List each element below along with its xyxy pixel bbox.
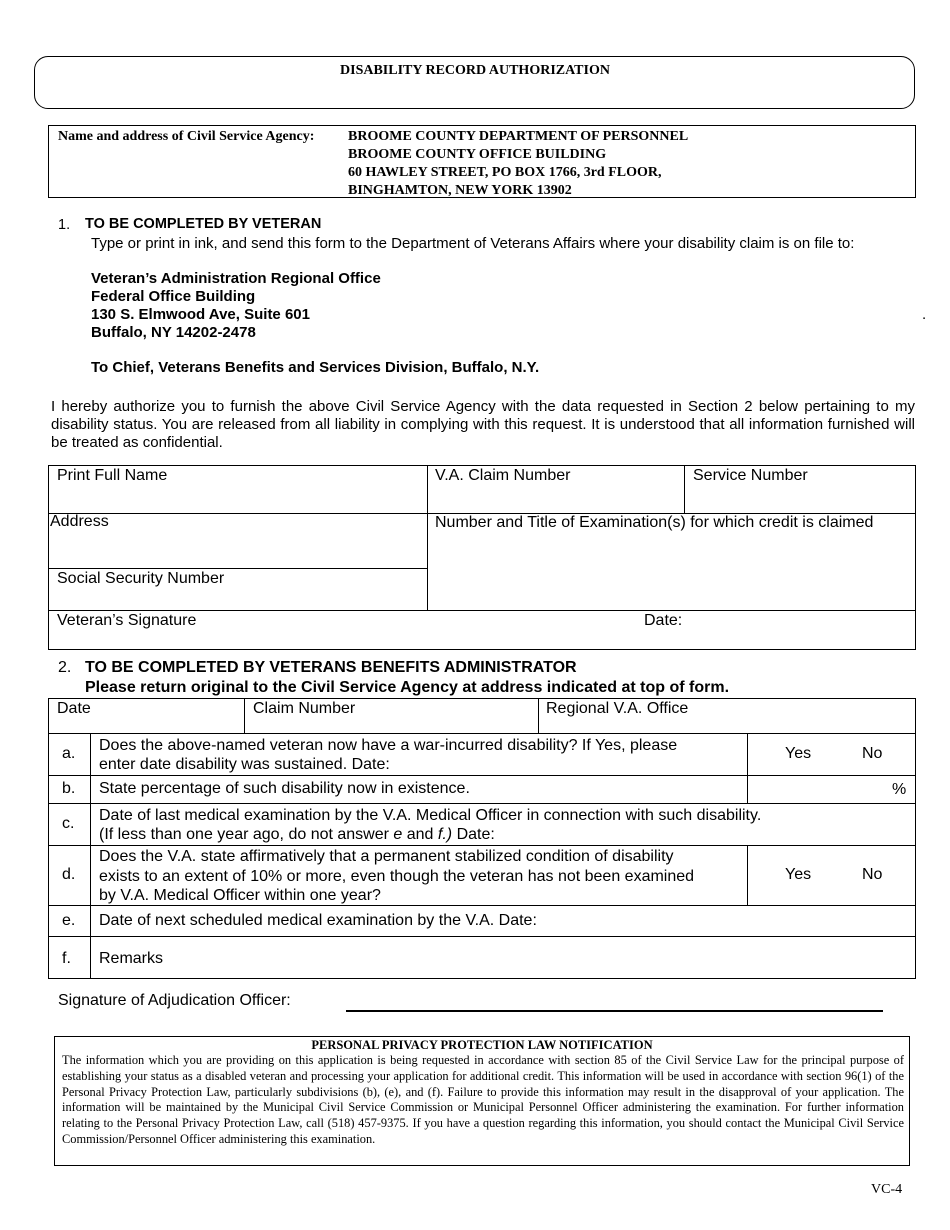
field-claim-number[interactable]: Claim Number xyxy=(253,700,356,717)
to-chief: To Chief, Veterans Benefits and Services Division, Buffalo, N.Y. xyxy=(91,359,540,376)
field-print-full-name[interactable]: Print Full Name xyxy=(57,467,168,484)
row-f-remarks[interactable]: Remarks xyxy=(99,950,164,967)
field-regional-office[interactable]: Regional V.A. Office xyxy=(546,700,689,717)
va-address-line: Veteran’s Administration Regional Office xyxy=(91,270,381,287)
row-a-no[interactable]: No xyxy=(862,745,883,762)
row-e-letter: e. xyxy=(62,912,76,929)
field-ssn[interactable]: Social Security Number xyxy=(57,570,225,587)
va-address xyxy=(91,270,381,342)
field-admin-date[interactable]: Date xyxy=(57,700,91,717)
row-b-percent: % xyxy=(892,781,907,798)
agency-line: BINGHAMTON, NEW YORK 13902 xyxy=(348,183,572,198)
agency-label: Name and address of Civil Service Agency: xyxy=(58,129,315,144)
row-f-letter: f. xyxy=(62,950,71,967)
va-address-line: 130 S. Elmwood Ave, Suite 601 xyxy=(91,306,310,323)
form-code: VC-4 xyxy=(871,1182,903,1197)
privacy-notice-body: The information which you are providing on this application is being requested in accordance with section 85 of the Civil Service Law for the principal purpose of establishing your status as a disabled veteran and processing your application for additional credit. This information will be used in accordance with section 96(1) of the Personal Privacy Protection Law, particularly subdivisions (b), (e), and (f). Failure to provide this information may result in the disapproval of your application. The information will be maintained by the Municipal Civil Service Commission or Municipal Personnel Officer administering the examination. For further information relating to the Personal Privacy Protection Law, call (518) 457-9375. If you have a question regarding this information, you should contact the Municipal Civil Service Commission/Personnel Officer administering this examination. xyxy=(62,1053,904,1146)
row-d-question: Does the V.A. state affirmatively that a permanent stabilized condition of disability exists to an extent of 10% or more, even though the veteran has not been examined by V.A. Medical Officer within one year? xyxy=(99,848,695,904)
agency-address xyxy=(348,128,688,200)
section1-heading: TO BE COMPLETED BY VETERAN xyxy=(85,216,322,232)
section2-subheading: Please return original to the Civil Service Agency at address indicated at top of form. xyxy=(85,679,730,696)
va-address-line: Federal Office Building xyxy=(91,288,256,305)
adjudication-signature-line[interactable] xyxy=(346,1010,883,1012)
agency-line: 60 HAWLEY STREET, PO BOX 1766, 3rd FLOOR, xyxy=(348,165,662,180)
row-b-question: State percentage of such disability now in existence. xyxy=(99,780,470,797)
row-a-question: Does the above-named veteran now have a war-incurred disability? If Yes, please enter date disability was sustained. Date: xyxy=(99,737,678,773)
row-c-question: Date of last medical examination by the V.A. Medical Officer in connection with such disability. (If less than one year ago, do not answer e and f.) Date: xyxy=(99,807,762,843)
section1-instruction: Type or print in ink, and send this form to the Department of Veterans Affairs where your disability claim is on file to: xyxy=(91,235,855,252)
row-a-letter: a. xyxy=(62,745,76,762)
field-service-number[interactable]: Service Number xyxy=(693,467,808,484)
form-title: DISABILITY RECORD AUTHORIZATION xyxy=(340,63,610,78)
authorization-statement: I hereby authorize you to furnish the above Civil Service Agency with the data requested in Section 2 below pertaining to my disability status. You are released from all liability in complying with this request. It is understood that all information furnished will be treated as confidential. xyxy=(51,398,915,451)
field-va-claim-number[interactable]: V.A. Claim Number xyxy=(435,467,571,484)
field-signature-date[interactable]: Date: xyxy=(644,612,683,629)
row-d-letter: d. xyxy=(62,866,76,883)
row-d-no[interactable]: No xyxy=(862,866,883,883)
section2-heading: TO BE COMPLETED BY VETERANS BENEFITS ADMINISTRATOR xyxy=(85,659,577,676)
row-d-yes[interactable]: Yes xyxy=(785,866,812,883)
row-a-yes[interactable]: Yes xyxy=(785,745,812,762)
field-veteran-signature[interactable]: Veteran’s Signature xyxy=(57,612,197,629)
stray-mark: . xyxy=(922,306,927,323)
field-address[interactable]: Address xyxy=(50,513,109,530)
agency-line: BROOME COUNTY OFFICE BUILDING xyxy=(348,147,607,162)
va-address-line: Buffalo, NY 14202-2478 xyxy=(91,324,256,341)
section2-number: 2. xyxy=(58,659,72,676)
adjudication-signature-label: Signature of Adjudication Officer: xyxy=(58,992,291,1009)
field-exam-title[interactable]: Number and Title of Examination(s) for which credit is claimed xyxy=(435,514,874,531)
row-e-question: Date of next scheduled medical examination by the V.A. Date: xyxy=(99,912,537,929)
row-b-letter: b. xyxy=(62,780,76,797)
row-c-letter: c. xyxy=(62,815,75,832)
section1-number: 1. xyxy=(58,217,71,233)
privacy-notice-title: PERSONAL PRIVACY PROTECTION LAW NOTIFICATION xyxy=(311,1038,653,1052)
agency-line: BROOME COUNTY DEPARTMENT OF PERSONNEL xyxy=(348,129,689,144)
